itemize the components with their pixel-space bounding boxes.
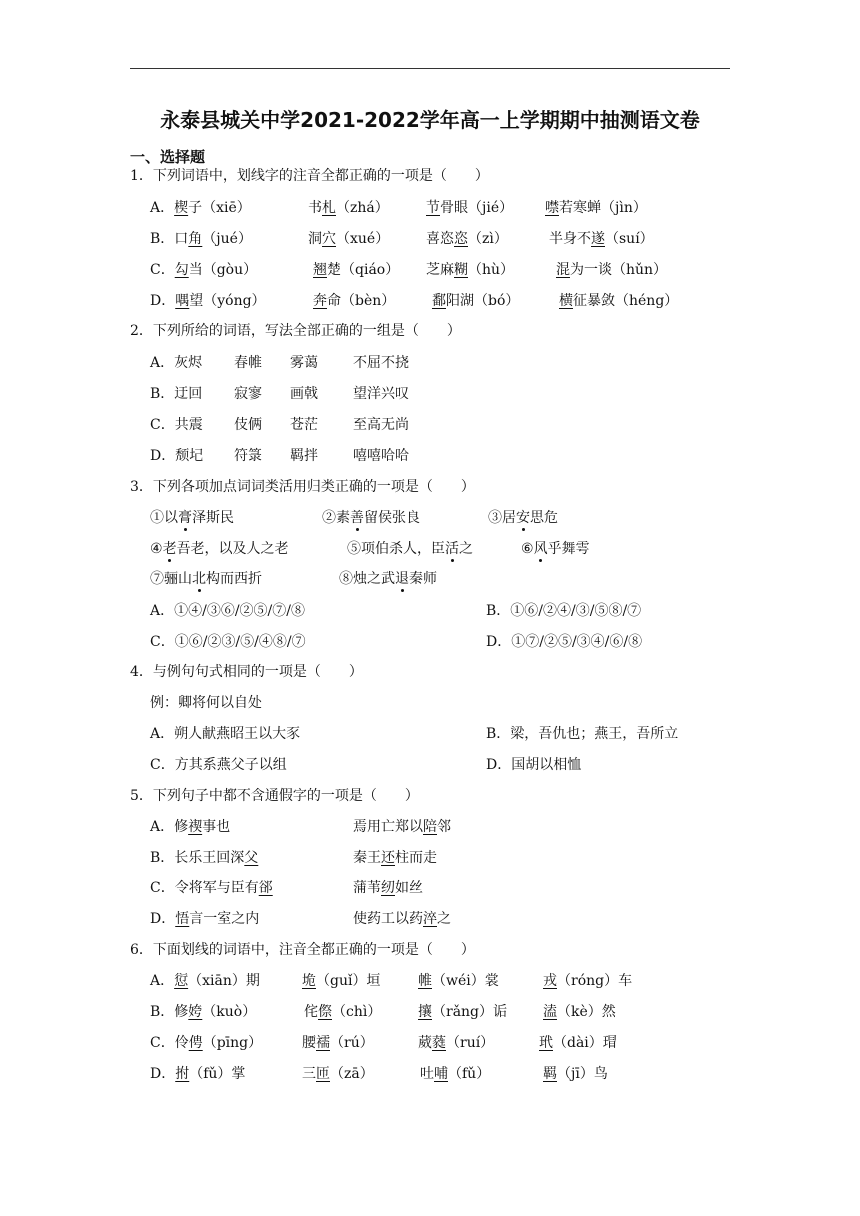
question-5-stem: 5．下列句子中都不含通假字的一项是（ ） xyxy=(130,788,419,804)
q6-option-d-1: D．拊（fǔ）掌 xyxy=(150,1066,246,1082)
q6-option-b-3: 攘（rǎng）诟 xyxy=(418,1004,508,1020)
q5-option-a-1: A．修禊事也 xyxy=(150,819,231,835)
q4-option-b: B．梁，吾仇也；燕王，吾所立 xyxy=(486,726,679,742)
q5-option-c-1: C．令将军与臣有郤 xyxy=(150,880,273,896)
q1-option-a: A．楔子（xiē） xyxy=(150,200,251,216)
q2-option-b-word3: 画戟 xyxy=(290,386,318,402)
q2-option-d-word1: D．颓圮 xyxy=(150,448,204,464)
q2-option-a-word4: 不屈不挠 xyxy=(353,355,409,371)
q2-option-c-word4: 至高无尚 xyxy=(353,417,409,433)
q6-option-d-2: 三匝（zā） xyxy=(302,1066,374,1082)
q6-option-b-2: 侘傺（chì） xyxy=(304,1004,382,1020)
q6-option-c-3: 葳蕤（ruí） xyxy=(418,1035,495,1051)
q3-option-b: B．①⑥/②④/③/⑤⑧/⑦ xyxy=(486,603,642,619)
q4-option-a: A．朔人献燕昭王以大豕 xyxy=(150,726,301,742)
q6-option-a-3: 帷（wéi）裳 xyxy=(418,973,499,989)
q4-option-d: D．国胡以相恤 xyxy=(486,757,582,773)
q6-option-c-1: C．伶俜（pīng） xyxy=(150,1035,263,1051)
q4-example: 例：卿将何以自处 xyxy=(150,695,262,711)
q3-item-2: ②素善留侯张良 xyxy=(322,510,420,526)
q2-option-a-word1: A．灰烬 xyxy=(150,355,203,371)
q3-item-1: ①以膏泽斯民 xyxy=(150,510,234,526)
q5-option-d-1: D．悟言一室之内 xyxy=(150,911,260,927)
q6-option-a-2: 垝（guǐ）垣 xyxy=(302,973,381,989)
q3-item-3: ③居安思危 xyxy=(488,510,558,526)
q3-item-6: ⑥风乎舞雩 xyxy=(521,541,590,557)
q1-option-c-3: 芝麻糊（hù） xyxy=(426,262,515,278)
q3-item-4: ④老吾老，以及人之老 xyxy=(150,541,289,557)
q1-option-d: D．喁望（yóng） xyxy=(150,293,266,309)
q2-option-d-word4: 嘻嘻哈哈 xyxy=(353,448,409,464)
question-3-stem: 3．下列各项加点词词类活用归类正确的一项是（ ） xyxy=(130,479,475,495)
q1-option-b-4: 半身不遂（suí） xyxy=(549,231,654,247)
question-4-stem: 4．与例句句式相同的一项是（ ） xyxy=(130,664,363,680)
q2-option-b-word2: 寂寥 xyxy=(234,386,262,402)
q1-option-a-2: 书札（zhá） xyxy=(308,200,389,216)
q6-option-c-2: 腰襦（rú） xyxy=(302,1035,374,1051)
question-6-stem: 6．下面划线的词语中，注音全都正确的一项是（ ） xyxy=(130,942,475,958)
q1-option-d-3: 鄱阳湖（bó） xyxy=(432,293,520,309)
q6-option-a-4: 戎（róng）车 xyxy=(543,973,633,989)
q6-option-b-4: 溘（kè）然 xyxy=(543,1004,616,1020)
q5-option-a-2: 焉用亡郑以陪邻 xyxy=(353,819,451,835)
q3-option-c: C．①⑥/②③/⑤/④⑧/⑦ xyxy=(150,634,306,650)
q1-option-c-4: 混为一谈（hǔn） xyxy=(556,262,668,278)
q1-option-d-4: 横征暴敛（héng） xyxy=(559,293,679,309)
q2-option-c-word3: 苍茫 xyxy=(290,417,318,433)
q1-option-a-4: 噤若寒蝉（jìn） xyxy=(545,200,647,216)
q2-option-d-word2: 符箓 xyxy=(234,448,262,464)
q1-option-a-3: 节骨眼（jié） xyxy=(426,200,514,216)
q5-option-d-2: 使药工以药淬之 xyxy=(353,911,451,927)
q1-option-d-2: 奔命（bèn） xyxy=(313,293,396,309)
header-rule xyxy=(130,68,730,69)
q1-option-b: B．口角（jué） xyxy=(150,231,252,247)
q6-option-d-4: 羁（jī）鸟 xyxy=(543,1066,608,1082)
q4-option-c: C．方其系燕父子以组 xyxy=(150,757,287,773)
q6-option-c-4: 玳（dài）瑁 xyxy=(539,1035,617,1051)
page-title: 永泰县城关中学2021-2022学年高一上学期期中抽测语文卷 xyxy=(160,108,700,132)
q1-option-b-3: 喜恣恣（zì） xyxy=(426,231,508,247)
q2-option-a-word2: 春帷 xyxy=(234,355,262,371)
q6-option-a-1: A．愆（xiān）期 xyxy=(150,973,260,989)
q2-option-b-word4: 望洋兴叹 xyxy=(353,386,409,402)
q3-item-7: ⑦骊山北构而西折 xyxy=(150,571,262,587)
q3-option-d: D．①⑦/②⑤/③④/⑥/⑧ xyxy=(486,634,643,650)
q5-option-b-2: 秦王还柱而走 xyxy=(353,850,437,866)
section-heading: 一、选择题 xyxy=(130,148,206,166)
q6-option-b-1: B．修姱（kuò） xyxy=(150,1004,257,1020)
q3-item-5: ⑤项伯杀人，臣活之 xyxy=(347,541,473,557)
q2-option-a-word3: 雾蔼 xyxy=(290,355,318,371)
q1-option-c-2: 翘楚（qiáo） xyxy=(313,262,400,278)
q2-option-c-word1: C．共震 xyxy=(150,417,203,433)
q2-option-c-word2: 伎俩 xyxy=(234,417,262,433)
q5-option-c-2: 蒲苇纫如丝 xyxy=(353,880,423,896)
q6-option-d-3: 吐哺（fǔ） xyxy=(420,1066,491,1082)
q2-option-d-word3: 羁拌 xyxy=(290,448,318,464)
q1-option-b-2: 洞穴（xué） xyxy=(308,231,390,247)
q3-option-a: A．①④/③⑥/②⑤/⑦/⑧ xyxy=(150,603,305,619)
q5-option-b-1: B．长乐王回深父 xyxy=(150,850,259,866)
q1-option-c: C．勾当（gòu） xyxy=(150,262,258,278)
question-1-stem: 1．下列词语中，划线字的注音全都正确的一项是（ ） xyxy=(130,168,489,184)
q3-item-8: ⑧烛之武退秦师 xyxy=(339,571,437,587)
q2-option-b-word1: B．迂回 xyxy=(150,386,203,402)
question-2-stem: 2．下列所给的词语，写法全部正确的一组是（ ） xyxy=(130,323,461,339)
